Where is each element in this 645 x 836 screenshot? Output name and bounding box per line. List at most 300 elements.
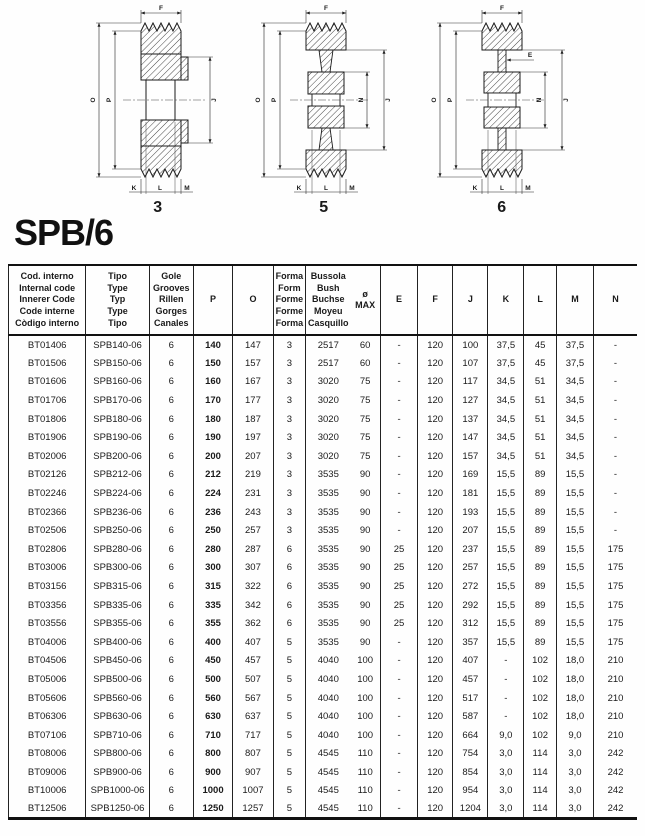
dim-label-K: K <box>131 185 137 192</box>
cell: 37,5 <box>488 335 524 354</box>
cell: - <box>381 689 418 708</box>
cell: 312 <box>453 614 488 633</box>
cell: SPB170-06 <box>86 391 149 410</box>
dim-label-M: M <box>349 185 355 192</box>
cell: - <box>381 763 418 782</box>
cell: 3020 <box>317 395 339 407</box>
cell: 120 <box>418 614 453 633</box>
cell: 90 <box>350 540 380 559</box>
cell: 4545 <box>317 803 339 815</box>
cell: 6 <box>149 577 193 596</box>
cell: 6 <box>149 521 193 540</box>
cell: 342 <box>233 596 273 615</box>
cell: 6 <box>149 782 193 801</box>
cell: 60 <box>350 354 380 373</box>
cell: 187 <box>233 410 273 429</box>
cell: 120 <box>418 763 453 782</box>
table-row <box>9 670 638 689</box>
cell: 34,5 <box>556 373 593 392</box>
dim-label-P: P <box>106 97 113 103</box>
cell: BT08006 <box>9 745 86 764</box>
cell: BT02806 <box>9 540 86 559</box>
cell: SPB200-06 <box>86 447 149 466</box>
table-row <box>9 373 638 392</box>
cell: 120 <box>418 726 453 745</box>
cell: - <box>488 652 524 671</box>
cell: 100 <box>350 670 380 689</box>
cell: 102 <box>524 652 557 671</box>
cell: 242 <box>607 785 624 797</box>
cell: 15,5 <box>556 559 593 578</box>
cell: 34,5 <box>488 410 524 429</box>
dim-label-E: E <box>527 52 533 59</box>
header-cell: L <box>524 265 557 335</box>
cell: 100 <box>350 689 380 708</box>
cell: 630 <box>193 707 233 726</box>
cell: 89 <box>524 633 557 652</box>
cell: BT05006 <box>9 670 86 689</box>
cell: 6 <box>149 540 193 559</box>
cell: SPB212-06 <box>86 466 149 485</box>
form-number-6: 6 <box>497 199 507 216</box>
cell: 75 <box>350 410 380 429</box>
cell: 6 <box>149 559 193 578</box>
dim-label-P: P <box>447 97 454 103</box>
cell: - <box>381 410 418 429</box>
cell: 567 <box>233 689 273 708</box>
table-row <box>9 614 638 633</box>
cell: 3 <box>273 373 306 392</box>
dim-label-L: L <box>500 185 504 192</box>
cell: 102 <box>524 689 557 708</box>
cell: BT03006 <box>9 559 86 578</box>
cell: 75 <box>350 428 380 447</box>
cell: 355 <box>193 614 233 633</box>
cell: SPB180-06 <box>86 410 149 429</box>
header-cell: M <box>556 265 593 335</box>
table-row <box>9 503 638 522</box>
cell: 4040 <box>317 655 339 667</box>
cell: 15,5 <box>556 614 593 633</box>
cell: 45 <box>524 354 557 373</box>
cell: 5 <box>273 800 306 819</box>
cell: - <box>381 428 418 447</box>
cell: 6 <box>149 354 193 373</box>
cell: 34,5 <box>488 447 524 466</box>
cell: 210 <box>607 692 624 704</box>
cell: SPB560-06 <box>86 689 149 708</box>
cell: BT07106 <box>9 726 86 745</box>
cell: BT01806 <box>9 410 86 429</box>
cell: 6 <box>149 652 193 671</box>
cell: 114 <box>524 745 557 764</box>
cell: 6 <box>149 670 193 689</box>
cell: 3 <box>273 391 306 410</box>
cell: 34,5 <box>488 428 524 447</box>
dim-label-K: K <box>296 185 302 192</box>
cell: 140 <box>193 335 233 354</box>
cell: 18,0 <box>556 670 593 689</box>
cell: 207 <box>233 447 273 466</box>
cell: 157 <box>453 447 488 466</box>
cell: 3020 <box>317 413 339 425</box>
cell: 75 <box>350 391 380 410</box>
cell: 6 <box>149 466 193 485</box>
cell: 180 <box>193 410 233 429</box>
cell: 5 <box>273 689 306 708</box>
cell: 315 <box>193 577 233 596</box>
cell: 114 <box>524 763 557 782</box>
cell: - <box>381 670 418 689</box>
cell: 3020 <box>317 376 339 388</box>
cell: 1007 <box>233 782 273 801</box>
cell: 210 <box>607 655 624 667</box>
cell: 89 <box>524 503 557 522</box>
cell: 3 <box>273 410 306 429</box>
cell: 90 <box>350 577 380 596</box>
cell: 3535 <box>317 543 339 555</box>
cell: 242 <box>607 766 624 778</box>
cell: - <box>613 506 618 518</box>
cell: 120 <box>418 800 453 819</box>
table-row <box>9 707 638 726</box>
cell: 6 <box>273 614 306 633</box>
cell: 51 <box>524 428 557 447</box>
cell: 175 <box>607 599 624 611</box>
cell: 175 <box>607 543 624 555</box>
cell: 120 <box>418 782 453 801</box>
cell: 25 <box>381 559 418 578</box>
cell: - <box>381 447 418 466</box>
cell: 207 <box>453 521 488 540</box>
cell: 6 <box>149 800 193 819</box>
cell: 120 <box>418 410 453 429</box>
cell: 6 <box>149 484 193 503</box>
cell: 219 <box>233 466 273 485</box>
cell: 15,5 <box>556 540 593 559</box>
cell: 257 <box>453 559 488 578</box>
cell: 34,5 <box>556 428 593 447</box>
cell: 120 <box>418 428 453 447</box>
cell: 169 <box>453 466 488 485</box>
cell: 517 <box>453 689 488 708</box>
cell: 100 <box>350 707 380 726</box>
pulley-diagram-form-3 <box>80 2 236 217</box>
cell: - <box>381 391 418 410</box>
cell: 90 <box>350 614 380 633</box>
header-cell: O <box>233 265 273 335</box>
cell: 210 <box>607 711 624 723</box>
table-row <box>9 447 638 466</box>
cell: 15,5 <box>488 614 524 633</box>
cell: 4040 <box>317 729 339 741</box>
cell: 710 <box>193 726 233 745</box>
cell: 3 <box>273 428 306 447</box>
cell: 807 <box>233 745 273 764</box>
cell: 45 <box>524 335 557 354</box>
cell: 193 <box>453 503 488 522</box>
cell: 587 <box>453 707 488 726</box>
cell: - <box>381 633 418 652</box>
table-row <box>9 484 638 503</box>
cell: 100 <box>453 335 488 354</box>
cell: 335 <box>193 596 233 615</box>
cell: 51 <box>524 447 557 466</box>
cell: 89 <box>524 466 557 485</box>
cell: 6 <box>149 745 193 764</box>
header-cell: K <box>488 265 524 335</box>
cell: 75 <box>350 373 380 392</box>
cell: 175 <box>607 618 624 630</box>
cell: BT02126 <box>9 466 86 485</box>
cell: 89 <box>524 559 557 578</box>
table-row <box>9 745 638 764</box>
cell: 15,5 <box>488 577 524 596</box>
cell: 2517 <box>317 339 339 351</box>
cell: SPB250-06 <box>86 521 149 540</box>
cell: 120 <box>418 559 453 578</box>
cell: 100 <box>350 726 380 745</box>
cell: 170 <box>193 391 233 410</box>
cell: SPB160-06 <box>86 373 149 392</box>
dim-label-O: O <box>255 97 262 103</box>
dim-label-L: L <box>158 185 162 192</box>
dim-label-F: F <box>500 5 504 12</box>
cell: 75 <box>350 447 380 466</box>
cell: 90 <box>350 559 380 578</box>
cell: 6 <box>149 614 193 633</box>
cell: 3 <box>273 484 306 503</box>
cell: 90 <box>350 596 380 615</box>
cell: 89 <box>524 596 557 615</box>
cell: - <box>381 335 418 354</box>
cell: SPB150-06 <box>86 354 149 373</box>
cell: 5 <box>273 670 306 689</box>
cell: 6 <box>273 559 306 578</box>
cell: SPB1250-06 <box>86 800 149 819</box>
cell: 102 <box>524 670 557 689</box>
table-row <box>9 633 638 652</box>
cell: 1204 <box>453 800 488 819</box>
cell: - <box>488 670 524 689</box>
cell: 3535 <box>317 636 339 648</box>
cell: SPB140-06 <box>86 335 149 354</box>
cell: 177 <box>233 391 273 410</box>
cell: 362 <box>233 614 273 633</box>
dim-label-F: F <box>324 5 328 12</box>
cell: 120 <box>418 503 453 522</box>
cell: BT06306 <box>9 707 86 726</box>
cell: 500 <box>193 670 233 689</box>
cell: 3,0 <box>556 745 593 764</box>
cell: SPB300-06 <box>86 559 149 578</box>
cell: - <box>381 800 418 819</box>
header-cell: Forma Form Forme Forme Forma <box>273 265 306 335</box>
table-row <box>9 763 638 782</box>
dim-label-J: J <box>563 98 570 102</box>
cell: 114 <box>524 782 557 801</box>
cell: 407 <box>233 633 273 652</box>
dim-label-N: N <box>536 97 543 103</box>
cell: 102 <box>524 726 557 745</box>
cell: 102 <box>524 707 557 726</box>
cell: 3535 <box>317 487 339 499</box>
cell: 854 <box>453 763 488 782</box>
header-cell: N <box>612 294 619 305</box>
cell: 120 <box>418 484 453 503</box>
cell: 292 <box>453 596 488 615</box>
cell: SPB630-06 <box>86 707 149 726</box>
cell: - <box>381 782 418 801</box>
cell: - <box>613 357 618 369</box>
cell: 34,5 <box>488 391 524 410</box>
cell: 51 <box>524 391 557 410</box>
cell: 37,5 <box>556 354 593 373</box>
cell: - <box>613 413 618 425</box>
cell: 236 <box>193 503 233 522</box>
table-row <box>9 596 638 615</box>
cell: 120 <box>418 745 453 764</box>
cell: 6 <box>149 596 193 615</box>
dim-label-O: O <box>90 97 97 103</box>
header-cell: F <box>418 265 453 335</box>
cell: 637 <box>233 707 273 726</box>
header-cell: P <box>193 265 233 335</box>
cell: 34,5 <box>556 447 593 466</box>
cell: SPB710-06 <box>86 726 149 745</box>
cell: 717 <box>233 726 273 745</box>
dim-label-P: P <box>271 97 278 103</box>
cell: 6 <box>149 391 193 410</box>
cell: 3535 <box>317 599 339 611</box>
table-row <box>9 689 638 708</box>
cell: 507 <box>233 670 273 689</box>
cell: 120 <box>418 373 453 392</box>
table-row <box>9 652 638 671</box>
cell: 237 <box>453 540 488 559</box>
cell: BT01706 <box>9 391 86 410</box>
cell: 664 <box>453 726 488 745</box>
cell: 15,5 <box>556 633 593 652</box>
cell: 89 <box>524 614 557 633</box>
cell: BT04006 <box>9 633 86 652</box>
cell: 212 <box>193 466 233 485</box>
cell: 120 <box>418 391 453 410</box>
cell: 51 <box>524 373 557 392</box>
cell: 15,5 <box>488 633 524 652</box>
cell: 120 <box>418 707 453 726</box>
cell: 242 <box>607 748 624 760</box>
table-row <box>9 782 638 801</box>
cell: - <box>381 726 418 745</box>
cell: 200 <box>193 447 233 466</box>
cell: 210 <box>607 673 624 685</box>
cell: - <box>381 466 418 485</box>
cell: 6 <box>149 763 193 782</box>
cell: 2517 <box>317 357 339 369</box>
cell: 100 <box>350 652 380 671</box>
cell: 120 <box>418 577 453 596</box>
cell: 5 <box>273 763 306 782</box>
header-cell: Gole Grooves Rillen Gorges Canales <box>149 265 193 335</box>
cell: SPB450-06 <box>86 652 149 671</box>
table-row <box>9 540 638 559</box>
cell: 120 <box>418 689 453 708</box>
cell: 197 <box>233 428 273 447</box>
cell: 15,5 <box>556 503 593 522</box>
cell: 190 <box>193 428 233 447</box>
dim-label-L: L <box>324 185 328 192</box>
cell: 1250 <box>193 800 233 819</box>
cell: 34,5 <box>556 391 593 410</box>
cell: BT12506 <box>9 800 86 819</box>
cell: 6 <box>149 503 193 522</box>
cell: BT01906 <box>9 428 86 447</box>
dim-label-F: F <box>159 5 163 12</box>
dim-label-M: M <box>525 185 531 192</box>
table-row <box>9 521 638 540</box>
cell: 3535 <box>317 618 339 630</box>
cell: 15,5 <box>556 577 593 596</box>
cell: 175 <box>607 580 624 592</box>
cell: 60 <box>350 335 380 354</box>
cell: BT09006 <box>9 763 86 782</box>
cell: 243 <box>233 503 273 522</box>
table-row <box>9 726 638 745</box>
cell: 307 <box>233 559 273 578</box>
cell: 37,5 <box>556 335 593 354</box>
cell: 120 <box>418 670 453 689</box>
cell: 6 <box>149 447 193 466</box>
cell: 120 <box>418 447 453 466</box>
cell: 147 <box>233 335 273 354</box>
cell: 3020 <box>317 432 339 444</box>
cell: 300 <box>193 559 233 578</box>
cell: SPB280-06 <box>86 540 149 559</box>
cell: 3,0 <box>488 763 524 782</box>
header-cell: ø MAX <box>350 265 380 335</box>
dim-label-K: K <box>472 185 478 192</box>
cell: BT01506 <box>9 354 86 373</box>
cell: BT02246 <box>9 484 86 503</box>
cell: 15,5 <box>556 484 593 503</box>
cell: 272 <box>453 577 488 596</box>
cell: 3,0 <box>556 782 593 801</box>
cell: 3535 <box>317 469 339 481</box>
pulley-diagram-form-5 <box>246 2 402 217</box>
cell: 3535 <box>317 562 339 574</box>
cell: 4545 <box>317 748 339 760</box>
cell: BT01406 <box>9 335 86 354</box>
cell: 1257 <box>233 800 273 819</box>
spec-table <box>8 264 637 820</box>
cell: 25 <box>381 577 418 596</box>
cell: 15,5 <box>488 521 524 540</box>
cell: 167 <box>233 373 273 392</box>
header-cell: Bussola Bush Buchse Moyeu Casquillo <box>308 271 349 328</box>
cell: - <box>613 525 618 537</box>
table-header <box>9 265 638 335</box>
cell: - <box>488 689 524 708</box>
cell: 954 <box>453 782 488 801</box>
cell: 110 <box>350 763 380 782</box>
table-row <box>9 391 638 410</box>
cell: BT02366 <box>9 503 86 522</box>
cell: 457 <box>453 670 488 689</box>
cell: 90 <box>350 503 380 522</box>
cell: 89 <box>524 577 557 596</box>
cell: - <box>381 745 418 764</box>
